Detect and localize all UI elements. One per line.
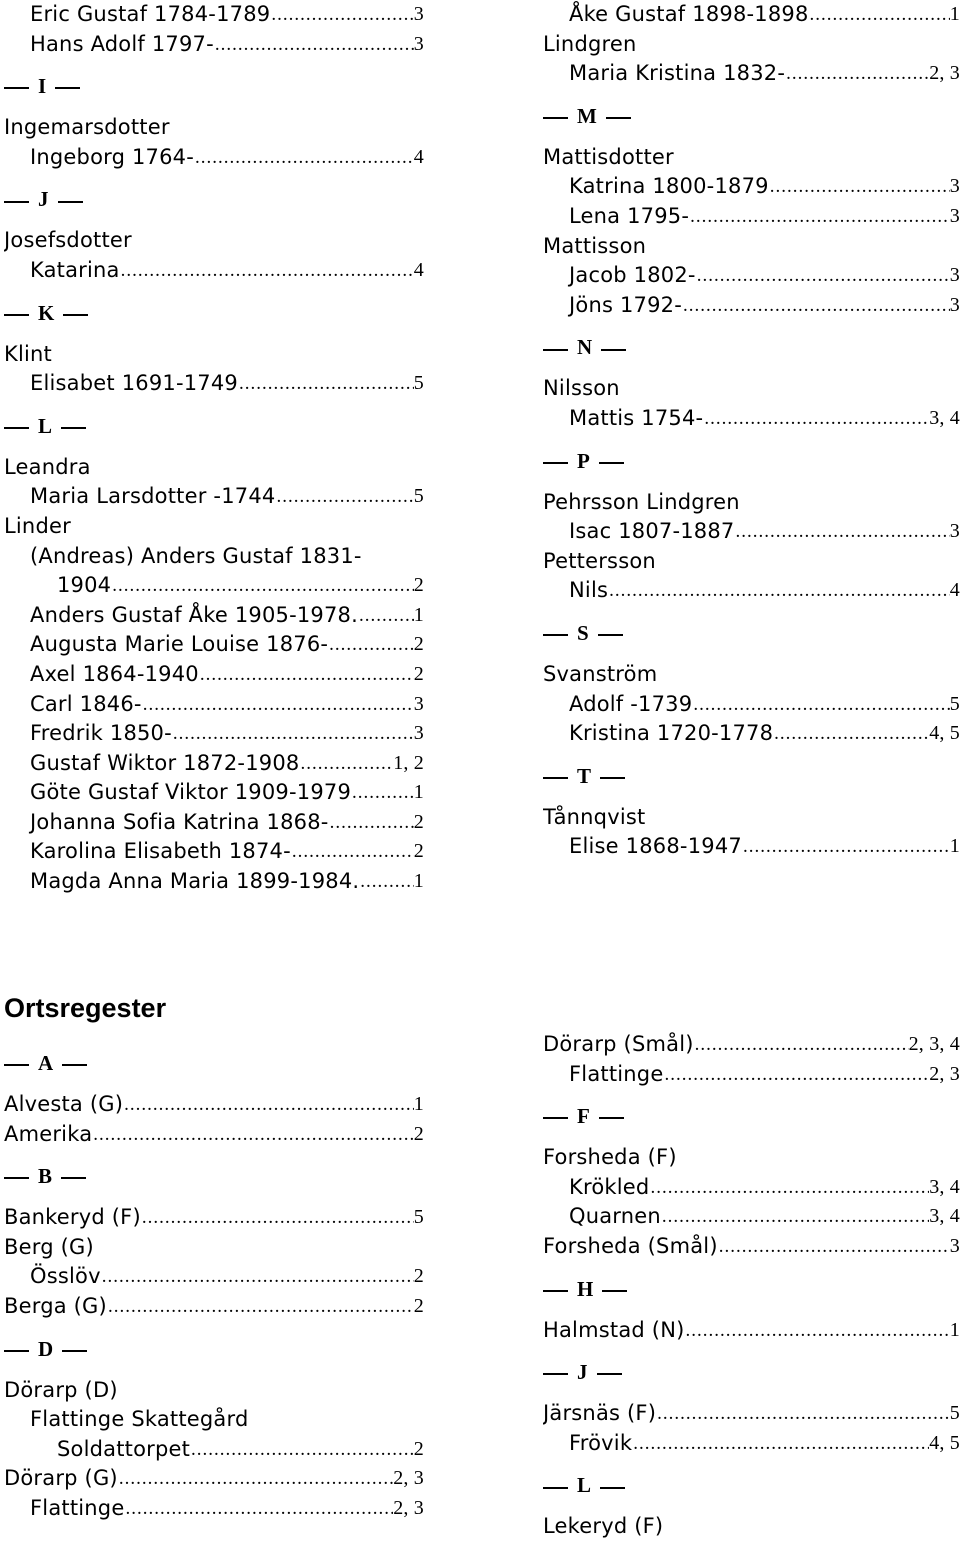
header-letter: N: [577, 335, 593, 360]
entry-pages: 3: [413, 3, 424, 25]
entry-name: Maria Larsdotter -1744: [30, 484, 276, 509]
index-entry: [4, 369, 424, 399]
entry-pages: 1, 2: [393, 751, 424, 774]
entry-name: Elise 1868-1947: [569, 834, 742, 859]
person-index-column-1: [4, 0, 424, 897]
dot-leader: [690, 202, 950, 232]
entry-pages: 4: [949, 579, 960, 602]
dot-leader: [683, 291, 950, 321]
index-entry-text: Mattisdotter: [543, 144, 674, 169]
index-entry: [4, 1292, 424, 1322]
entry-pages: 3, 4: [929, 1205, 960, 1228]
entry-pages: 2: [413, 1122, 424, 1145]
entry-pages: 2: [413, 1437, 424, 1460]
dot-leader: [300, 749, 393, 779]
entry-pages: 2, 3: [929, 1062, 960, 1085]
index-entry-text: (Andreas) Anders Gustaf 1831-: [30, 543, 362, 568]
dash-right: [598, 634, 623, 636]
entry-name: Nils: [569, 578, 609, 603]
entry-name: Maria Kristina 1832-: [569, 61, 786, 86]
entry-pages: 5: [949, 692, 960, 715]
dot-leader: [239, 369, 414, 399]
dash-right: [600, 1487, 625, 1489]
entry-name: Hans Adolf 1797-: [30, 31, 214, 56]
dot-leader: [774, 719, 929, 749]
entry-pages: 3: [949, 175, 960, 198]
dash-right: [62, 1064, 87, 1066]
entry-pages: 2: [413, 1294, 424, 1317]
header-letter: L: [577, 1473, 592, 1498]
dash-left: [543, 349, 568, 351]
header-letter: K: [38, 300, 55, 325]
dash-left: [4, 201, 29, 203]
entry-name: Dörarp (Smål): [543, 1032, 694, 1056]
entry-name: Amerika: [4, 1121, 93, 1146]
index-letter-header: [4, 286, 424, 340]
index-entry-text: Nilsson: [543, 376, 620, 401]
index-entry: [4, 867, 424, 897]
dash-left: [4, 427, 29, 429]
header-letter: J: [38, 187, 49, 212]
dot-leader: [719, 1232, 950, 1262]
index-entry: [543, 832, 960, 862]
dot-leader: [650, 1173, 929, 1203]
index-entry: [543, 202, 960, 232]
dash-right: [597, 1373, 622, 1375]
entry-name: Fredrik 1850-: [30, 721, 172, 746]
entry-pages: 3: [413, 32, 424, 55]
place-index-title: Ortsregester: [4, 993, 167, 1023]
dot-leader: [276, 482, 413, 512]
index-entry-text: Klint: [4, 341, 52, 366]
entry-pages: 3, 4: [929, 1175, 960, 1198]
index-entry: [543, 291, 960, 321]
dash-left: [543, 462, 568, 464]
header-letter: F: [577, 1104, 590, 1129]
entry-pages: 5: [949, 1402, 960, 1425]
dash-left: [543, 777, 568, 779]
dot-leader: [693, 690, 949, 720]
entry-name: Augusta Marie Louise 1876-: [30, 632, 329, 657]
index-entry-text: Svanström: [543, 661, 658, 686]
entry-pages: 2: [413, 1265, 424, 1288]
entry-pages: 3: [949, 204, 960, 227]
index-entry: [4, 1494, 424, 1524]
entry-pages: 2: [413, 810, 424, 833]
header-letter: I: [38, 74, 47, 99]
dot-leader: [124, 1090, 414, 1120]
dash-left: [543, 1290, 568, 1292]
entry-pages: 2: [413, 840, 424, 863]
dot-leader: [292, 837, 414, 867]
dot-leader: [195, 143, 414, 173]
entry-name: Quarnen: [569, 1204, 661, 1229]
dot-leader: [686, 1316, 950, 1346]
entry-name: Adolf -1739: [569, 691, 693, 716]
entry-pages: 4: [413, 258, 424, 281]
dot-leader: [633, 1429, 929, 1459]
dash-left: [4, 1064, 29, 1066]
dot-leader: [102, 1262, 414, 1292]
dash-right: [63, 314, 88, 316]
header-letter: P: [577, 448, 590, 473]
index-entry-text: Josefsdotter: [4, 228, 132, 253]
index-entry: [4, 30, 424, 60]
index-entry: [4, 0, 424, 30]
index-entry: [543, 1429, 960, 1459]
index-entry: [543, 1399, 960, 1429]
entry-name: Jöns 1792-: [569, 292, 682, 317]
entry-pages: 2, 3: [393, 1496, 424, 1519]
entry-pages: 3: [413, 692, 424, 715]
entry-name: Össlöv: [30, 1264, 101, 1289]
dot-leader: [697, 261, 950, 291]
dot-leader: [786, 59, 929, 89]
entry-pages: 2, 3: [393, 1467, 424, 1490]
dot-leader: [143, 690, 414, 720]
index-entry-text: Dörarp (D): [4, 1377, 118, 1402]
entry-name: Åke Gustaf 1898-1898: [569, 2, 809, 26]
dash-right: [600, 777, 625, 779]
index-letter-header: [543, 320, 960, 374]
entry-pages: 3: [949, 520, 960, 543]
index-letter-header: [543, 1458, 960, 1512]
dash-right: [599, 1117, 624, 1119]
dash-right: [55, 87, 80, 89]
entry-name: Gustaf Wiktor 1872-1908: [30, 750, 300, 775]
index-letter-header: [543, 749, 960, 803]
index-entry: [543, 0, 960, 30]
index-entry: [4, 256, 424, 286]
dash-left: [4, 314, 29, 316]
dot-leader: [125, 1494, 393, 1524]
index-entry: [4, 1435, 424, 1465]
dot-leader: [662, 1202, 929, 1232]
dot-leader: [142, 1203, 414, 1233]
index-entry: [4, 143, 424, 173]
index-entry: [4, 1090, 424, 1120]
dot-leader: [657, 1399, 950, 1429]
index-letter-header: [4, 172, 424, 226]
entry-name: Katrina 1800-1879: [569, 174, 769, 199]
entry-name: Bankeryd (F): [4, 1205, 141, 1230]
entry-pages: 5: [413, 372, 424, 395]
index-letter-header: [543, 606, 960, 660]
dot-leader: [173, 719, 414, 749]
entry-pages: 5: [413, 1206, 424, 1229]
header-letter: M: [577, 103, 597, 128]
dash-left: [543, 1487, 568, 1489]
dot-leader: [352, 778, 414, 808]
entry-pages: 2: [413, 574, 424, 597]
index-entry: [543, 404, 960, 434]
entry-name: Dörarp (G): [4, 1466, 118, 1491]
dot-leader: [695, 1030, 909, 1060]
dash-left: [4, 87, 29, 89]
entry-name: Kristina 1720-1778: [569, 721, 774, 746]
place-index-column-1: [4, 988, 424, 1524]
index-entry: [4, 1464, 424, 1494]
index-entry-text: Berg (G): [4, 1234, 94, 1259]
dash-left: [543, 117, 568, 119]
header-letter: L: [38, 413, 53, 438]
entry-name: Halmstad (N): [543, 1317, 685, 1342]
entry-name: Katarina: [30, 257, 120, 282]
person-index-column-2: [543, 0, 960, 862]
entry-name: Mattis 1754-: [569, 405, 704, 430]
dot-leader: [360, 867, 414, 897]
index-letter-header: [543, 1089, 960, 1143]
dot-leader: [664, 1060, 929, 1090]
index-entry: [4, 660, 424, 690]
entry-name: Järsnäs (F): [543, 1401, 657, 1426]
entry-pages: 2: [413, 633, 424, 656]
index-letter-header: [543, 1345, 960, 1399]
entry-pages: 2, 3: [929, 62, 960, 85]
entry-name: Soldattorpet: [57, 1436, 191, 1461]
index-entry-text: Forsheda (F): [543, 1145, 677, 1170]
dot-leader: [200, 660, 414, 690]
dash-right: [602, 1290, 627, 1292]
index-entry: [4, 1203, 424, 1233]
entry-name: Göte Gustaf Viktor 1909-1979: [30, 780, 351, 805]
entry-pages: 3: [949, 293, 960, 316]
entry-pages: 1: [413, 781, 424, 804]
entry-pages: 1: [413, 603, 424, 626]
dot-leader: [119, 1464, 393, 1494]
dot-leader: [108, 1292, 414, 1322]
dash-right: [61, 1177, 86, 1179]
index-entry-text: Lindgren: [543, 31, 637, 56]
entry-pages: 4, 5: [929, 722, 960, 745]
index-letter-header: [4, 399, 424, 453]
index-entry: [4, 749, 424, 779]
index-entry-text: Ingemarsdotter: [4, 115, 170, 140]
dash-left: [4, 1177, 29, 1179]
index-letter-header: [4, 59, 424, 113]
index-entry: [543, 1232, 960, 1262]
entry-pages: 2: [413, 662, 424, 685]
entry-name: Magda Anna Maria 1899-1984.: [30, 869, 360, 894]
index-entry-text: Lekeryd (F): [543, 1514, 664, 1539]
entry-name: Axel 1864-1940: [30, 661, 199, 686]
index-entry-text: Flattinge Skattegård: [30, 1407, 249, 1432]
index-entry: [4, 1262, 424, 1292]
entry-name: Frövik: [569, 1430, 633, 1455]
index-entry: [543, 59, 960, 89]
entry-name: Alvesta (G): [4, 1092, 124, 1116]
index-entry: [543, 1060, 960, 1090]
index-letter-header: [4, 1036, 424, 1090]
index-entry: [543, 1030, 960, 1060]
entry-pages: 3: [949, 264, 960, 287]
entry-pages: 1: [949, 3, 960, 25]
header-letter: H: [577, 1276, 594, 1301]
index-entry-text: Linder: [4, 513, 71, 538]
dash-right: [599, 462, 624, 464]
index-entry-text: Pehrsson Lindgren: [543, 489, 740, 514]
entry-pages: 1: [413, 1093, 424, 1115]
entry-name: Berga (G): [4, 1293, 107, 1318]
dash-right: [58, 201, 83, 203]
index-entry: [543, 1316, 960, 1346]
dot-leader: [215, 30, 414, 60]
dot-leader: [609, 576, 950, 606]
entry-name: Isac 1807-1887: [569, 519, 735, 544]
index-entry: [543, 690, 960, 720]
place-index-column-2: [543, 1030, 960, 1542]
index-entry: [543, 261, 960, 291]
entry-pages: 5: [413, 485, 424, 508]
entry-name: Flattinge: [569, 1061, 664, 1086]
index-entry: [4, 690, 424, 720]
index-entry: [543, 517, 960, 547]
dot-leader: [330, 808, 414, 838]
index-entry: [4, 778, 424, 808]
dot-leader: [704, 404, 929, 434]
entry-name: 1904: [57, 573, 112, 598]
dash-right: [62, 1350, 87, 1352]
dash-right: [601, 349, 626, 351]
entry-name: Jacob 1802-: [569, 263, 696, 288]
index-entry: [4, 719, 424, 749]
entry-name: Eric Gustaf 1784-1789: [30, 2, 271, 26]
entry-pages: 1: [413, 870, 424, 893]
dot-leader: [271, 0, 413, 30]
index-letter-header: [4, 1322, 424, 1376]
header-letter: T: [577, 763, 592, 788]
header-letter: D: [38, 1336, 54, 1361]
index-entry: [4, 482, 424, 512]
dash-right: [61, 427, 86, 429]
entry-pages: 2, 3, 4: [908, 1033, 960, 1055]
dot-leader: [191, 1435, 414, 1465]
dot-leader: [810, 0, 950, 30]
entry-pages: 4: [413, 145, 424, 168]
entry-name: Johanna Sofia Katrina 1868-: [30, 809, 329, 834]
dash-left: [543, 1373, 568, 1375]
dot-leader: [93, 1120, 414, 1150]
entry-name: Ingeborg 1764-: [30, 144, 195, 169]
index-letter-header: [543, 1262, 960, 1316]
entry-pages: 3: [413, 722, 424, 745]
index-letter-header: [4, 1149, 424, 1203]
index-entry: [543, 172, 960, 202]
index-entry: [4, 837, 424, 867]
entry-name: Anders Gustaf Åke 1905-1978.: [30, 602, 358, 627]
dash-left: [4, 1350, 29, 1352]
header-letter: A: [38, 1051, 54, 1075]
header-letter: S: [577, 620, 589, 645]
dash-right: [606, 117, 631, 119]
index-entry: [4, 808, 424, 838]
place-index-entries-1: [4, 1036, 424, 1524]
index-entry: [4, 1120, 424, 1150]
entry-name: Krökled: [569, 1174, 650, 1199]
index-entry-text: Tånnqvist: [543, 804, 646, 829]
index-entry: [543, 1173, 960, 1203]
entry-name: Elisabet 1691-1749: [30, 371, 238, 396]
header-letter: B: [38, 1164, 53, 1189]
entry-name: Lena 1795-: [569, 203, 690, 228]
entry-pages: 3, 4: [929, 406, 960, 429]
header-letter: J: [577, 1360, 588, 1385]
entry-name: Forsheda (Smål): [543, 1233, 718, 1258]
index-entry: [4, 601, 424, 631]
entry-name: Flattinge: [30, 1495, 125, 1520]
index-entry: [543, 719, 960, 749]
index-entry: [4, 571, 424, 601]
index-entry: [543, 576, 960, 606]
entry-name: Carl 1846-: [30, 691, 142, 716]
index-entry: [4, 630, 424, 660]
dash-left: [543, 1117, 568, 1119]
entry-name: Karolina Elisabeth 1874-: [30, 839, 291, 864]
index-letter-header: [543, 89, 960, 143]
dot-leader: [329, 630, 414, 660]
index-entry: [543, 1202, 960, 1232]
dot-leader: [770, 172, 950, 202]
dot-leader: [736, 517, 950, 547]
index-entry-text: Pettersson: [543, 548, 656, 573]
entry-pages: 3: [949, 1234, 960, 1257]
dot-leader: [359, 601, 414, 631]
dot-leader: [112, 571, 414, 601]
index-letter-header: [543, 434, 960, 488]
index-entry-text: Leandra: [4, 454, 91, 479]
entry-pages: 1: [949, 835, 960, 858]
dot-leader: [121, 256, 414, 286]
entry-pages: 1: [949, 1318, 960, 1341]
index-entry-text: Mattisson: [543, 233, 647, 258]
dash-left: [543, 634, 568, 636]
dot-leader: [743, 832, 950, 862]
entry-pages: 4, 5: [929, 1431, 960, 1454]
